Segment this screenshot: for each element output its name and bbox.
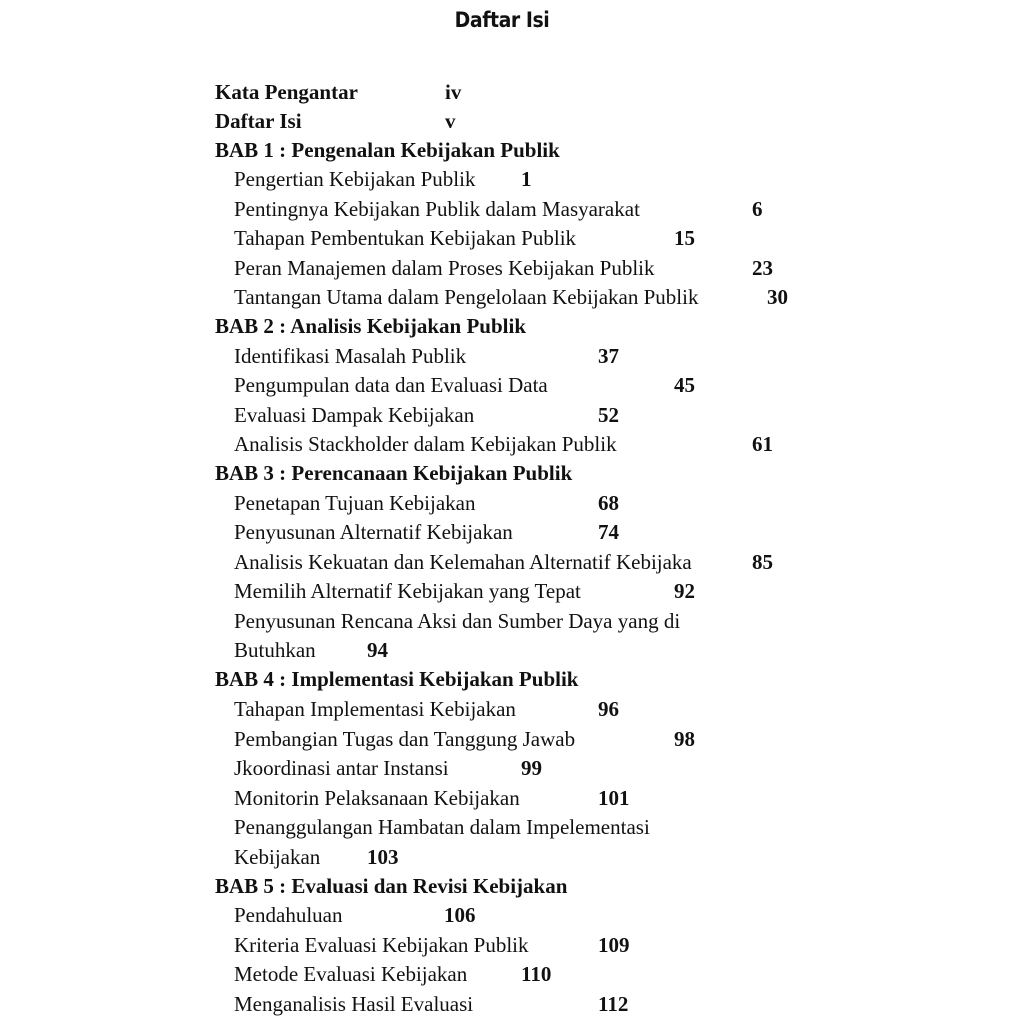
toc-entry-page: 92 <box>674 579 695 603</box>
toc-entry-label: Penanggulangan Hambatan dalam Impelementasi <box>234 815 650 839</box>
toc-entry-label: Pendahuluan <box>234 903 343 927</box>
toc-entry-page: 98 <box>674 727 695 751</box>
toc-entry-page: 52 <box>598 403 619 427</box>
toc-entry-label: Jkoordinasi antar Instansi <box>234 756 449 780</box>
chapter-heading-3: BAB 3 : Perencanaan Kebijakan Publik <box>215 461 573 485</box>
toc-entry-label: Penyusunan Rencana Aksi dan Sumber Daya yang di <box>234 609 681 633</box>
toc-entry-label: Kata Pengantar <box>215 80 358 104</box>
toc-entry-page: 96 <box>598 697 619 721</box>
toc-entry-page: 94 <box>367 638 388 662</box>
toc-entry-page: 101 <box>598 786 630 810</box>
toc-entry-label: Memilih Alternatif Kebijakan yang Tepat <box>234 579 581 603</box>
toc-entry-label: Analisis Stackholder dalam Kebijakan Publik <box>234 432 617 456</box>
toc-entry-label: Pentingnya Kebijakan Publik dalam Masyarakat <box>234 197 640 221</box>
toc-entry-label: Monitorin Pelaksanaan Kebijakan <box>234 786 520 810</box>
toc-entry-label: Tahapan Implementasi Kebijakan <box>234 697 516 721</box>
toc-entry-page: v <box>445 109 456 133</box>
toc-entry-page: 74 <box>598 520 619 544</box>
toc-entry-page: 6 <box>752 197 763 221</box>
toc-entry-label: Evaluasi Dampak Kebijakan <box>234 403 475 427</box>
toc-entry-page: 110 <box>521 962 552 986</box>
toc-entry-page: 30 <box>767 285 788 309</box>
toc-entry-label: Kebijakan <box>234 845 321 869</box>
toc-entry-page: 1 <box>521 167 532 191</box>
toc-entry-label: Pengertian Kebijakan Publik <box>234 167 476 191</box>
toc-entry-label: Metode Evaluasi Kebijakan <box>234 962 468 986</box>
toc-entry-label: Butuhkan <box>234 638 316 662</box>
toc-entry-label: Penyusunan Alternatif Kebijakan <box>234 520 513 544</box>
toc-entry-page: 68 <box>598 491 619 515</box>
toc-entry-label: Pengumpulan data dan Evaluasi Data <box>234 373 548 397</box>
toc-entry-label: Identifikasi Masalah Publik <box>234 344 467 368</box>
toc-entry-page: 106 <box>444 903 476 927</box>
toc-entry-label: Peran Manajemen dalam Proses Kebijakan Publik <box>234 256 655 280</box>
chapter-heading-4: BAB 4 : Implementasi Kebijakan Publik <box>215 667 579 691</box>
toc-entry-label: Tahapan Pembentukan Kebijakan Publik <box>234 226 577 250</box>
toc-entry-page: 112 <box>598 992 629 1016</box>
page-title: Daftar Isi <box>454 8 550 32</box>
toc-entry-page: 109 <box>598 933 630 957</box>
toc-entry-page: 23 <box>752 256 773 280</box>
toc-entry-label: Menganalisis Hasil Evaluasi <box>234 992 474 1016</box>
toc-entry-label: Daftar Isi <box>215 109 302 133</box>
toc-entry-label: Pembangian Tugas dan Tanggung Jawab <box>234 727 576 751</box>
toc-entry-page: 103 <box>367 845 399 869</box>
toc-entry-page: 61 <box>752 432 773 456</box>
toc-entry-label: Analisis Kekuatan dan Kelemahan Alternatif Kebijaka <box>234 550 692 574</box>
toc-entry-label: Penetapan Tujuan Kebijakan <box>234 491 476 515</box>
toc-entry-page: iv <box>445 80 462 104</box>
toc-entry-page: 15 <box>674 226 695 250</box>
toc-entry-page: 45 <box>674 373 695 397</box>
chapter-heading-2: BAB 2 : Analisis Kebijakan Publik <box>215 314 527 338</box>
toc-entry-page: 85 <box>752 550 773 574</box>
chapter-heading-1: BAB 1 : Pengenalan Kebijakan Publik <box>215 138 560 162</box>
toc-entry-page: 37 <box>598 344 619 368</box>
toc-entry-label: Kriteria Evaluasi Kebijakan Publik <box>234 933 529 957</box>
toc-entry-page: 99 <box>521 756 542 780</box>
toc-entry-label: Tantangan Utama dalam Pengelolaan Kebijakan Publik <box>234 285 699 309</box>
chapter-heading-5: BAB 5 : Evaluasi dan Revisi Kebijakan <box>215 874 568 898</box>
